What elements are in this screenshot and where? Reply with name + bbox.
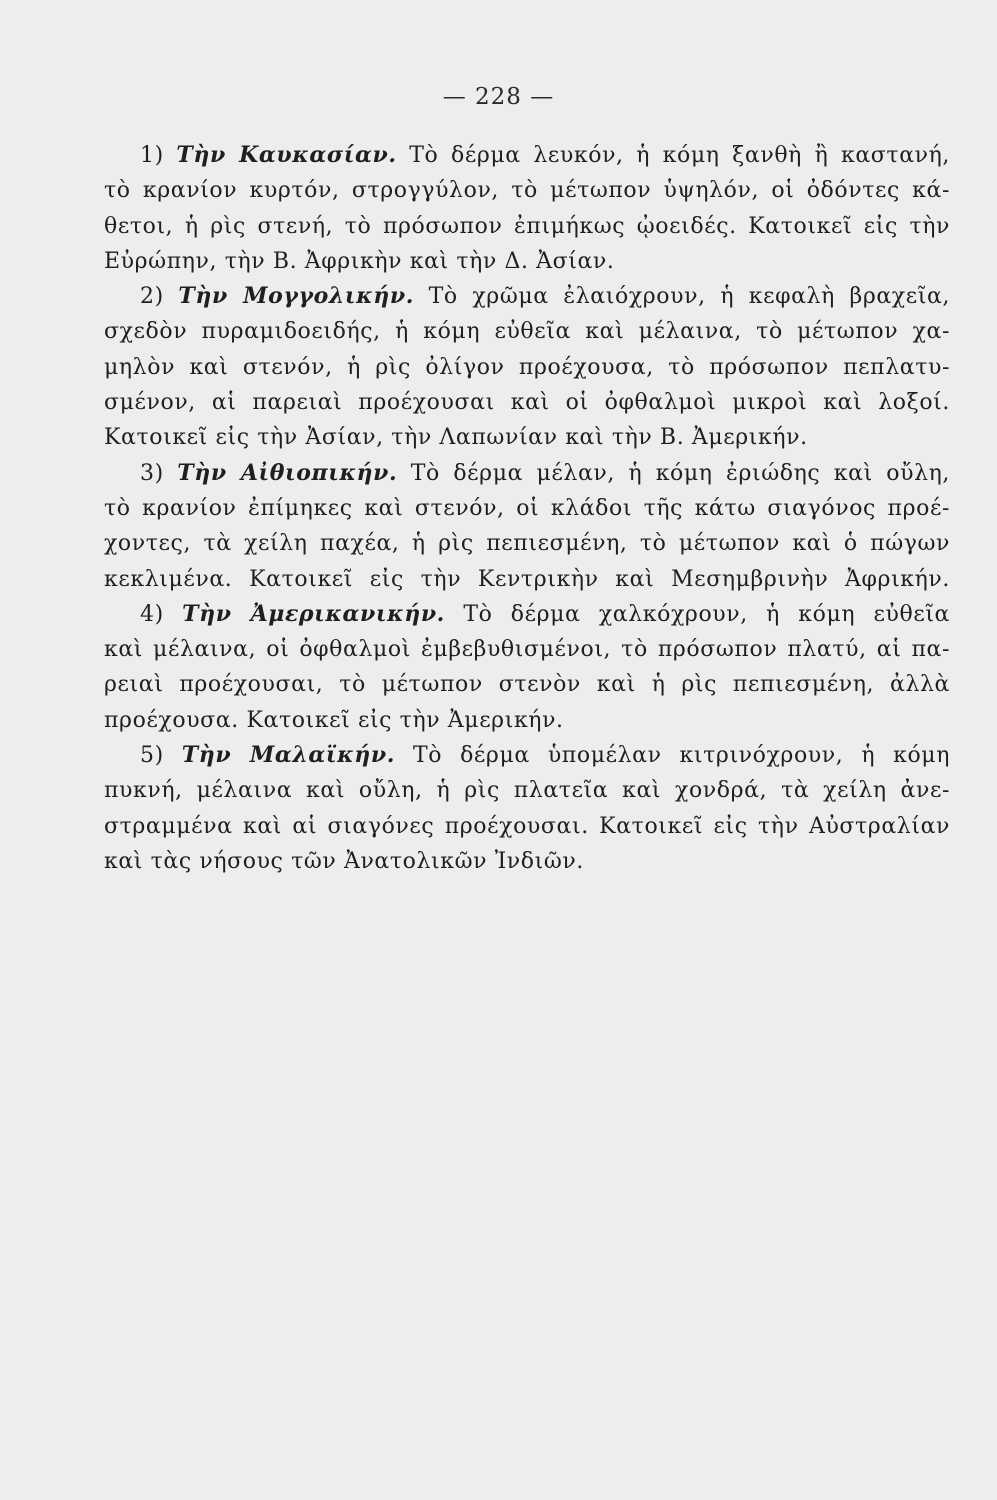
text-line: θετοι, ἡ ρὶς στενή, τὸ πρόσωπον ἐπιμήκως ᾠοειδές. Κατοικεῖ εἰς τὴν [104, 213, 950, 239]
entry-5-first-line [104, 738, 950, 773]
entry-text: Τὸ δέρμα ὑπομέλαν κιτρινόχρουν, ἡ κόμη [412, 743, 950, 769]
entry-number: 4) [140, 601, 164, 627]
entry-heading: Τὴν Μαλαϊκήν. [181, 742, 395, 769]
text-line: στραμμένα καὶ αἱ σιαγόνες προέχουσαι. Κατοικεῖ εἰς τὴν Αὐστραλίαν [104, 813, 950, 839]
entry-2-first-line [104, 279, 950, 314]
text-line: ρειαὶ προέχουσαι, τὸ μέτωπον στενὸν καὶ ἡ ρὶς πεπιεσμένη, ἀλλὰ [104, 672, 950, 698]
text-line: καὶ μέλαινα, οἱ ὀφθαλμοὶ ἐμβεβυθισμένοι, τὸ πρόσωπον πλατύ, αἱ πα- [104, 637, 950, 663]
text-line: χοντες, τὰ χείλη παχέα, ἡ ρὶς πεπιεσμένη, τὸ μέτωπον καὶ ὁ πώγων [104, 531, 950, 557]
text-line: πυκνή, μέλαινα καὶ οὔλη, ἡ ρὶς πλατεῖα καὶ χονδρά, τὰ χείλη ἀνε- [104, 778, 950, 804]
entry-1-first-line [104, 138, 950, 173]
entry-number: 5) [140, 743, 164, 769]
text-line: κεκλιμένα. Κατοικεῖ εἰς τὴν Κεντρικὴν καὶ Μεσημβρινὴν Ἀφρικήν. [104, 566, 950, 592]
text-line: τὸ κρανίον ἐπίμηκες καὶ στενόν, οἱ κλάδοι τῆς κάτω σιαγόνος προέ- [104, 495, 950, 521]
text-line: σμένον, αἱ παρειαὶ προέχουσαι καὶ οἱ ὀφθαλμοὶ μικροὶ καὶ λοξοί. [104, 390, 950, 416]
text-line: σχεδὸν πυραμιδοειδής, ἡ κόμη εὐθεῖα καὶ μέλαινα, τὸ μέτωπον χα- [104, 319, 950, 345]
entry-text: Τὸ δέρμα μέλαν, ἡ κόμη ἐριώδης καὶ οὔλη, [410, 460, 951, 486]
entry-text: Τὸ δέρμα λευκόν, ἡ κόμη ξανθὴ ἢ καστανή, [409, 143, 950, 168]
text-line: μηλὸν καὶ στενόν, ἡ ρὶς ὀλίγον προέχουσα, τὸ πρόσωπον πεπλατυ- [104, 354, 950, 380]
entry-heading: Τὴν Αἰθιοπικήν. [177, 459, 398, 486]
entry-3-first-line [104, 456, 950, 491]
entry-heading: Τὴν Μογγολικήν. [178, 283, 414, 310]
entry-text: Τὸ χρῶμα ἐλαιόχρουν, ἡ κεφαλὴ βραχεῖα, [428, 284, 951, 310]
entry-4-first-line [104, 597, 950, 632]
text-line: καὶ τὰς νήσους τῶν Ἀνατολικῶν Ἰνδιῶν. [104, 848, 584, 874]
page-number: — 228 — [442, 84, 555, 110]
body-text [104, 138, 950, 879]
entry-number: 3) [140, 460, 164, 486]
text-line: προέχουσα. Κατοικεῖ εἰς τὴν Ἀμερικήν. [104, 707, 564, 733]
entry-heading: Τὴν Καυκασίαν. [176, 142, 397, 168]
text-line: Εὐρώπην, τὴν Β. Ἀφρικὴν καὶ τὴν Δ. Ἀσίαν. [104, 248, 615, 274]
text-line: Κατοικεῖ εἰς τὴν Ἀσίαν, τὴν Λαπωνίαν καὶ τὴν Β. Ἀμερικήν. [104, 425, 808, 451]
entry-number: 2) [140, 284, 164, 310]
text-line: τὸ κρανίον κυρτόν, στρογγύλον, τὸ μέτωπον ὑψηλόν, οἱ ὀδόντες κά- [104, 178, 950, 204]
entry-number: 1) [140, 143, 164, 168]
entry-text: Τὸ δέρμα χαλκόχρουν, ἡ κόμη εὐθεῖα [463, 601, 951, 627]
entry-heading: Τὴν Ἀμερικανικήν. [182, 600, 445, 627]
